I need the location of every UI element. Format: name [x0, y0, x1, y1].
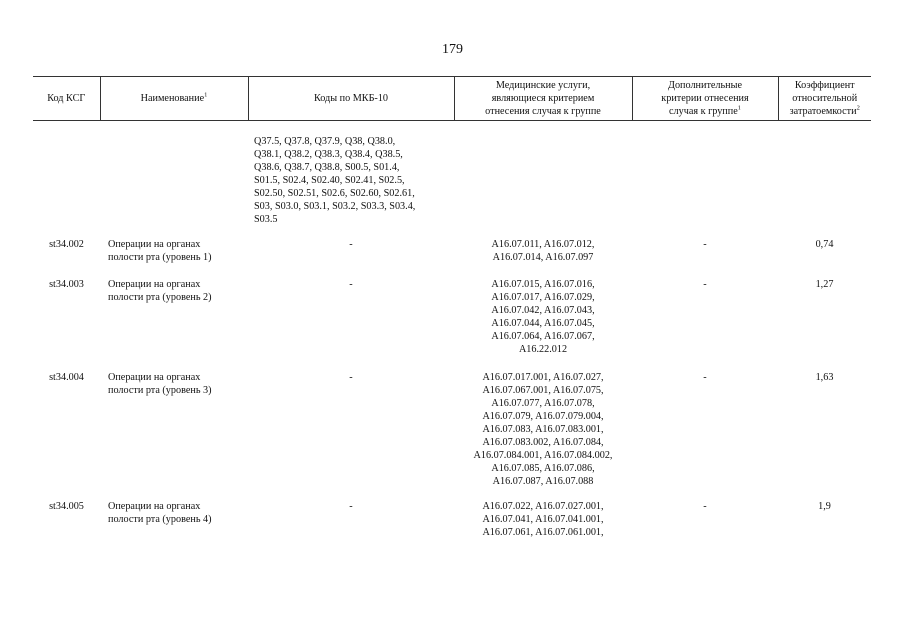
ksg-table: [33, 76, 871, 539]
cell-coef: 1,9: [818, 501, 831, 512]
cell-additional: -: [703, 501, 707, 512]
cell-code: st34.002: [49, 239, 84, 250]
header-row: [33, 77, 871, 121]
cell-name: [100, 121, 248, 239]
cell-code: st34.003: [49, 279, 84, 290]
table-row: [33, 500, 871, 539]
page-number: 179: [442, 42, 463, 57]
cell-coef: 1,63: [815, 372, 834, 383]
cell-additional: [632, 121, 778, 239]
cell-additional: -: [703, 372, 707, 383]
cell-code: [33, 121, 100, 239]
cell-mkb: -: [349, 501, 353, 512]
cell-additional: -: [703, 279, 707, 290]
cell-services: [454, 121, 632, 239]
cell-services: A16.07.011, A16.07.012, A16.07.014, A16.07.097: [491, 239, 595, 263]
header-additional: Дополнительные критерии отнесения случая к группе$^1$: [632, 77, 778, 121]
cell-coef: 1,27: [815, 279, 834, 290]
cell-mkb: -: [349, 372, 353, 383]
cell-name: Операции на органах полости рта (уровень 1): [108, 239, 212, 263]
table-row: [33, 238, 871, 278]
cell-coef: [778, 121, 871, 239]
cell-name: Операции на органах полости рта (уровень 4): [108, 501, 212, 525]
cell-additional: -: [703, 239, 707, 250]
cell-name: Операции на органах полости рта (уровень 3): [108, 372, 212, 396]
header-mkb: Коды по МКБ-10: [248, 77, 454, 121]
cell-name: Операции на органах полости рта (уровень 2): [108, 279, 212, 303]
cell-code: st34.004: [49, 372, 84, 383]
cell-coef: 0,74: [815, 239, 834, 250]
table-row: [33, 278, 871, 371]
cell-services: A16.07.017.001, A16.07.027, A16.07.067.001, A16.07.075, A16.07.077, A16.07.078, A16.07.079, A16.07.079.004, A16.07.083, A16.07.083.001, A16.07.083.002, A16.07.084, A16.07.084.001, A16.07.084.002, A16.07.085, A16.07.086, A16.07.087, A16.07.088: [473, 372, 613, 487]
table-row: [33, 371, 871, 500]
cell-code: st34.005: [49, 501, 84, 512]
cell-mkb: -: [349, 239, 353, 250]
table-row: [33, 121, 871, 239]
header-services: Медицинские услуги, являющиеся критерием отнесения случая к группе: [454, 77, 632, 121]
header-name: Наименование$^1$: [100, 77, 248, 121]
header-code: Код КСГ: [33, 77, 100, 121]
cell-services: A16.07.022, A16.07.027.001, A16.07.041, A16.07.041.001, A16.07.061, A16.07.061.001,: [482, 501, 604, 538]
header-coef: Коэффициент относительной затратоемкости$^2$: [778, 77, 871, 121]
cell-services: A16.07.015, A16.07.016, A16.07.017, A16.07.029, A16.07.042, A16.07.043, A16.07.044, A16.07.045, A16.07.064, A16.07.067, A16.22.012: [491, 279, 595, 355]
cell-mkb: -: [349, 279, 353, 290]
cell-mkb: Q37.5, Q37.8, Q37.9, Q38, Q38.0, Q38.1, Q38.2, Q38.3, Q38.4, Q38.5, Q38.6, Q38.7, Q38.8, S00.5, S01.4, S01.5, S02.4, S02.40, S02.41, S02.5, S02.50, S02.51, S02.6, S02.60, S02.61, S03, S03.0, S03.1, S03.2, S03.3, S03.4, S03.5: [254, 136, 416, 225]
